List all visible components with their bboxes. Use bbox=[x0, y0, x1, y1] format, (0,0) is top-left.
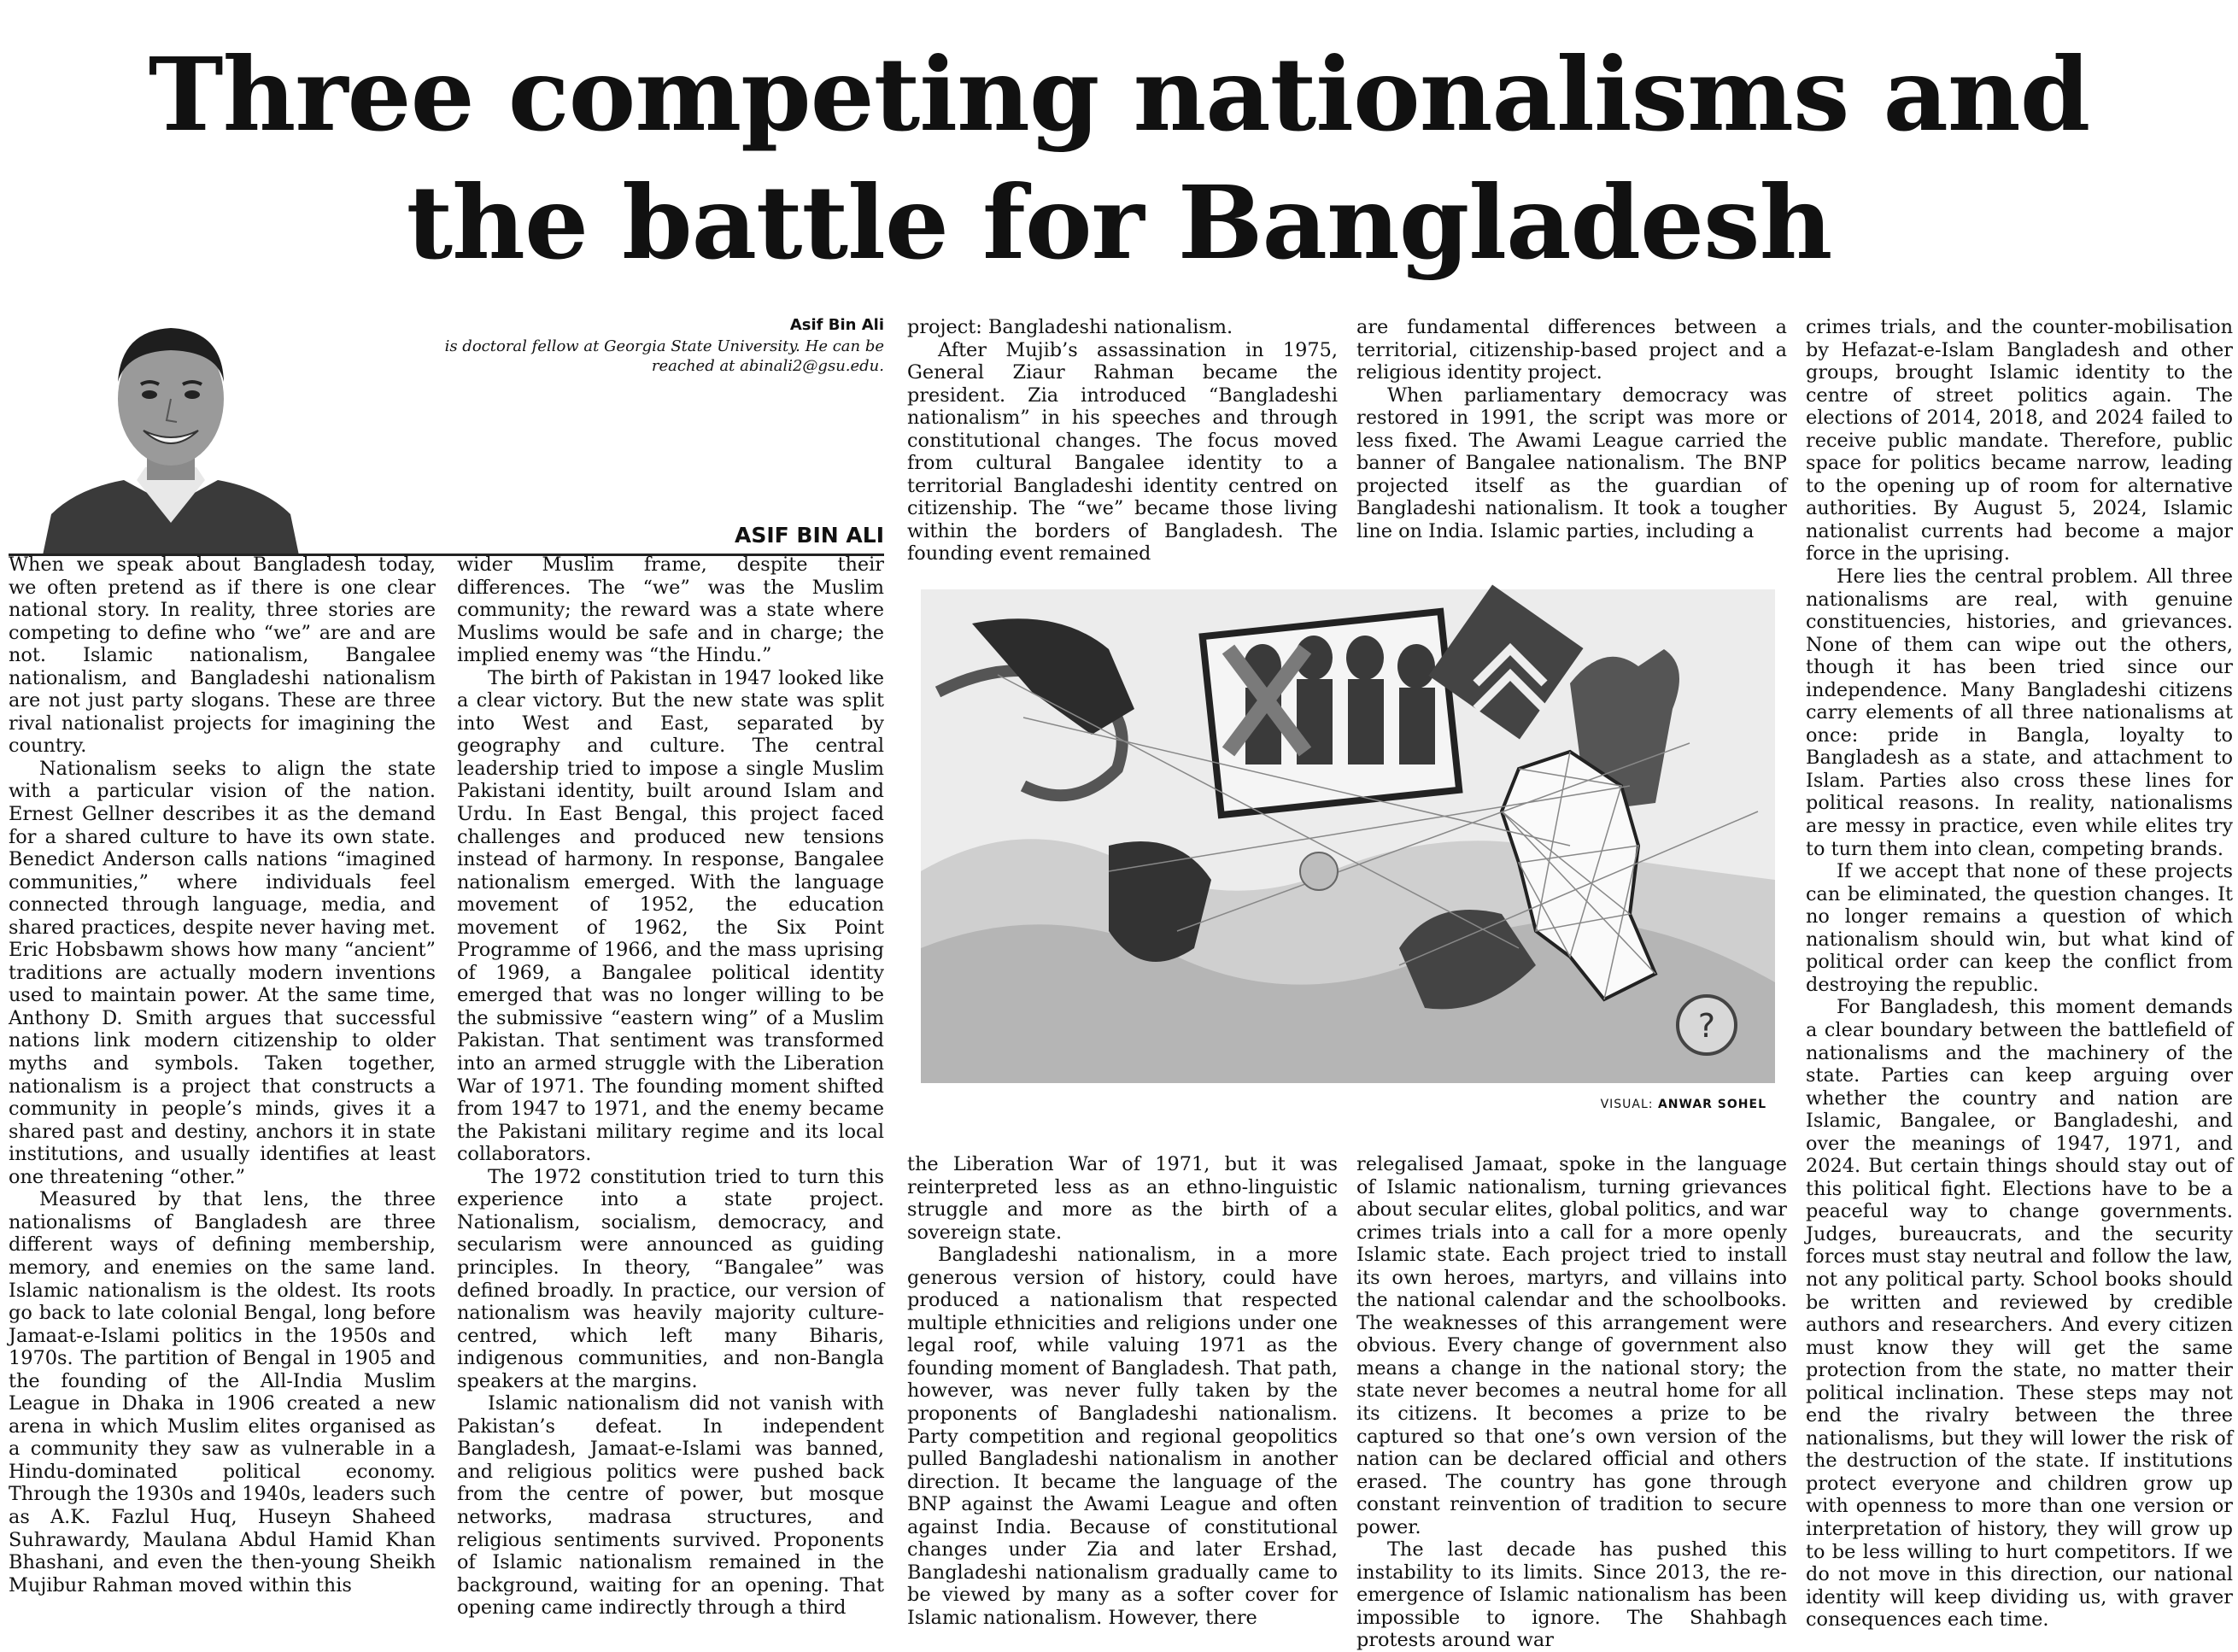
author-bio: is doctoral fellow at Georgia State University. He can be reached at abinali2@gsu.edu. bbox=[444, 337, 884, 375]
paragraph: The last decade has pushed this instability to its limits. Since 2013, the re-emergence of Islamic nationalism has been impossible to ignore. The Shahbagh protests around war bbox=[1356, 1538, 1787, 1652]
paragraph: relegalised Jamaat, spoke in the language of Islamic nationalism, turning grievances about secular elites, global politics, and war crimes trials into a call for a more openly Islamic state. Each project tried to install its own heroes, martyrs, and villains into the national calendar and the schoolbooks. The weaknesses of this arrangement were obvious. Every change of government also means a change in the national story; the state never becomes a neutral home for all its citizens. It becomes a prize to be captured so that one’s own version of the nation can be declared official and others erased. The country has gone through constant reinvention of tradition to secure power. bbox=[1356, 1153, 1787, 1538]
paragraph: When we speak about Bangladesh today, we often pretend as if there is one clear national story. In reality, three stories are competing to define who “we” are and are not. Islamic nationalism, Bangalee nationalism, and Bangladeshi nationalism are not just party slogans. These are three rival nationalist projects for imagining the country. bbox=[9, 554, 436, 758]
paragraph: If we accept that none of these projects can be eliminated, the question changes. It no longer remains a question of which nationalism should win, but what kind of political order can keep the conflict from destroying the republic. bbox=[1806, 860, 2233, 996]
paragraph: the Liberation War of 1971, but it was reinterpreted less as an ethno-linguistic struggle and more as the birth of a sovereign state. bbox=[907, 1153, 1338, 1244]
column-2 bbox=[457, 554, 884, 1630]
author-box bbox=[9, 309, 884, 557]
paragraph: Islamic nationalism did not vanish with Pakistan’s defeat. In independent Bangladesh, Jamaat-e-Islami was banned, and religious politics were pushed back from the centre of power, but mosque networks, madrasa structures, and religious sentiments survived. Proponents of Islamic nationalism remained in the background, waiting for an opening. That opening came indirectly through a third bbox=[457, 1392, 884, 1620]
author-photo bbox=[43, 309, 299, 555]
paragraph: crimes trials, and the counter-mobilisation by Hefazat-e-Islam Bangladesh and other groups, brought Islamic identity to the centre of street politics again. The elections of 2014, 2018, and 2024 failed to receive public mandate. Therefore, public space for politics became narrow, leading to the opening up of room for alternative authorities. By August 5, 2024, Islamic nationalist currents had become a major force in the uprising. bbox=[1806, 316, 2233, 565]
question-mark: ? bbox=[1697, 1007, 1716, 1045]
paragraph: For Bangladesh, this moment demands a clear boundary between the battlefield of nationalisms and the machinery of the state. Parties can keep arguing over whether the country and nation are Islamic, Bangalee, or Bangladeshi, and over the meanings of 1947, 1971, and 2024. But certain things should stay out of this political fight. Elections have to be a peaceful way to change governments. Judges, bureaucrats, and the security forces must stay neutral and follow the law, not any political party. School books should be written and reviewed by credible authors and researchers. And every citizen must know they will get the same protection from the state, no matter their political inclination. These steps may not end the rivalry between the three nationalisms, but they will lower the risk of the destruction of the state. If institutions protect everyone and children grow up with openness to more than one version or interpretation of history, they will grow up to be less willing to hurt competitors. If we do not move in this direction, our national identity will keep dividing us, with graver consequences each time. bbox=[1806, 996, 2233, 1631]
article-illustration bbox=[921, 589, 1775, 1083]
visual-credit-name: ANWAR SOHEL bbox=[1657, 1098, 1766, 1111]
paragraph: are fundamental differences between a territorial, citizenship-based project and a religious identity project. bbox=[1356, 316, 1787, 384]
paragraph: After Mujib’s assassination in 1975, General Ziaur Rahman became the president. Zia introduced “Bangladeshi nationalism” in his speeches and through constitutional changes. The focus moved from cultural Bangalee identity to a territorial Bangladeshi identity centred on citizenship. The “we” became those living within the borders of Bangladesh. The founding event remained bbox=[907, 338, 1338, 565]
column-1 bbox=[9, 554, 436, 1630]
paragraph: Measured by that lens, the three nationalisms of Bangladesh are three different ways of defining membership, memory, and enemies on the same land. Islamic nationalism is the oldest. Its roots go back to late colonial Bengal, long before Jamaat-e-Islami politics in the 1950s and 1970s. The partition of Bengal in 1905 and the founding of the All-India Muslim League in Dhaka in 1906 created a new arena in which Muslim elites organised as a community they saw as vulnerable in a Hindu-dominated political economy. Through the 1930s and 1940s, leaders such as A.K. Fazlul Huq, Huseyn Shaheed Suhrawardy, Maulana Abdul Hamid Khan Bhashani, and even the then-young Sheikh Mujibur Rahman moved within this bbox=[9, 1188, 436, 1596]
paragraph: Here lies the central problem. All three nationalisms are real, with genuine constituencies, histories, and grievances. None of them can wipe out the others, though it has been tried since our independence. Many Bangladeshi citizens carry elements of all three nationalisms at once: pride in Bangla, loyalty to Bangladesh as a state, and attachment to Islam. Parties also cross these lines for political reasons. In reality, nationalisms are messy in practice, even while elites try to turn them into clean, competing brands. bbox=[1806, 565, 2233, 860]
column-4-top bbox=[1356, 316, 1787, 555]
paragraph: Nationalism seeks to align the state with a particular vision of the nation. Ernest Gellner describes it as the demand for a shared culture to have its own state. Benedict Anderson calls nations “imagined communities,” where individuals feel connected through language, media, and shared practices, despite never having met. Eric Hobsbawm shows how many “ancient” traditions are actually modern inventions used to maintain power. At the same time, Anthony D. Smith argues that successful nations link modern citizenship to older myths and symbols. Taken together, nationalism is a project that constructs a community in people’s minds, gives it a shared past and destiny, anchors it in state institutions, and usually identifies at least one threatening “other.” bbox=[9, 757, 436, 1188]
visual-credit-label: VISUAL: bbox=[1600, 1098, 1654, 1111]
paragraph: Bangladeshi nationalism, in a more generous version of history, could have produced a nationalism that respected multiple ethnicities and religions under one legal roof, while valuing 1971 as the founding moment of Bangladesh. That path, however, was never fully taken by the proponents of Bangladeshi nationalism. Party competition and regional geopolitics pulled Bangladeshi nationalism in another direction. It became the language of the BNP against the Awami League and often against India. Because of constitutional changes under Zia and later Ershad, Bangladeshi nationalism gradually came to be viewed by many as a softer cover for Islamic nationalism. However, there bbox=[907, 1244, 1338, 1629]
column-5 bbox=[1806, 316, 2233, 1631]
paragraph: When parliamentary democracy was restored in 1991, the script was more or less fixed. The Awami League carried the banner of Bangalee nationalism. The BNP projected itself as the guardian of Bangladeshi nationalism. It took a tougher line on India. Islamic parties, including a bbox=[1356, 384, 1787, 542]
visual-credit bbox=[921, 1098, 1766, 1111]
paragraph: The 1972 constitution tried to turn this experience into a state project. Nationalism, socialism, democracy, and secularism were announced as guiding principles. In theory, “Bangalee” was defined broadly. In practice, our version of nationalism was heavily majority culture-centred, which left many Biharis, indigenous communities, and non-Bangla speakers at the margins. bbox=[457, 1165, 884, 1392]
paragraph: The birth of Pakistan in 1947 looked like a clear victory. But the new state was split into West and East, separated by geography and culture. The central leadership tried to impose a single Muslim Pakistani identity, built around Islam and Urdu. In East Bengal, this project faced challenges and produced new tensions instead of harmony. In response, Bangalee nationalism emerged. With the language movement of 1952, the education movement of 1962, the Six Point Programme of 1966, and the mass uprising of 1969, a Bangalee political identity emerged that was no longer willing to be the submissive “eastern wing” of a Muslim Pakistan. That sentiment was transformed into an armed struggle with the Liberation War of 1971. The founding moment shifted from 1947 to 1971, and the enemy became the Pakistani military regime and its local collaborators. bbox=[457, 666, 884, 1166]
column-3-top bbox=[907, 316, 1338, 565]
column-4-bottom bbox=[1356, 1153, 1787, 1652]
paragraph: wider Muslim frame, despite their differences. The “we” was the Muslim community; the reward was a state where Muslims would be safe and in charge; the implied enemy was “the Hindu.” bbox=[457, 554, 884, 667]
headline-line-2: the battle for Bangladesh bbox=[406, 163, 1832, 282]
column-3-bottom bbox=[907, 1153, 1338, 1631]
byline: ASIF BIN ALI bbox=[735, 523, 884, 548]
author-name-small: Asif Bin Ali bbox=[789, 316, 884, 334]
headline bbox=[0, 31, 2238, 287]
paragraph: project: Bangladeshi nationalism. bbox=[907, 316, 1233, 338]
headline-line-1: Three competing nationalisms and bbox=[148, 35, 2090, 154]
